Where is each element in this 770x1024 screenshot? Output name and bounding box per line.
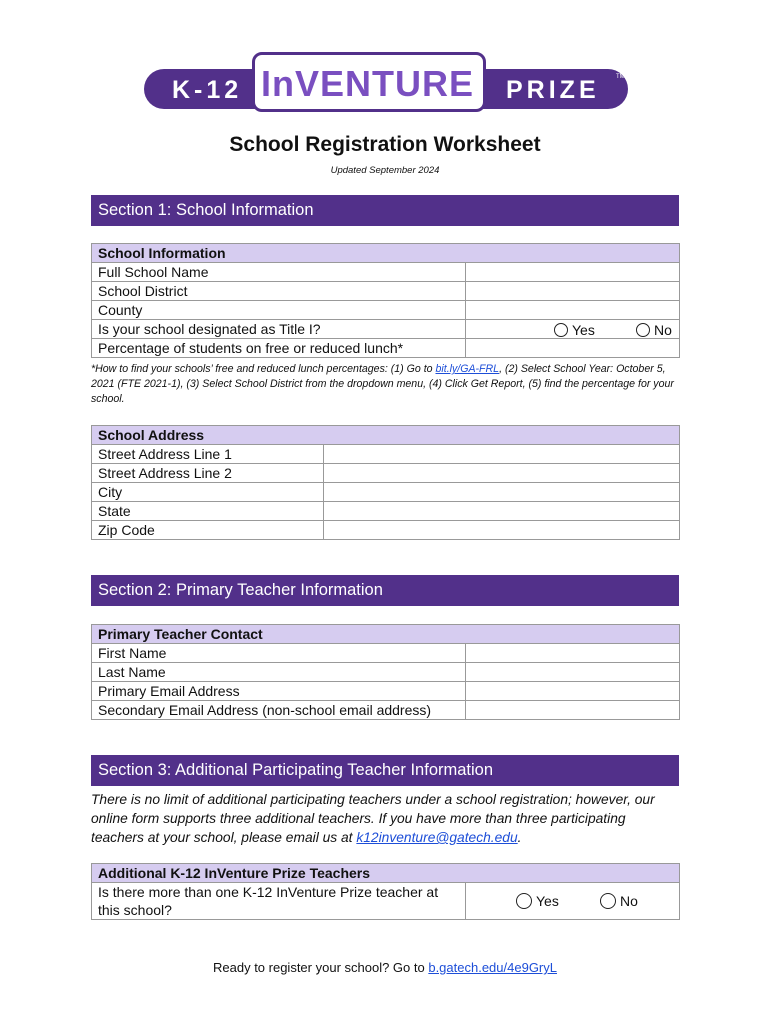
field-label: County (92, 301, 466, 320)
multiple-teachers-no-option[interactable]: No (600, 892, 638, 910)
footer-registration-line: Ready to register your school? Go to b.gatech.edu/4e9GryL (213, 960, 557, 975)
multiple-teachers-yes-cell (466, 883, 573, 920)
title-i-yes-option[interactable]: Yes (554, 321, 595, 339)
full-school-name-input[interactable] (466, 263, 680, 282)
county-input[interactable] (466, 301, 680, 320)
logo-trademark: TM (616, 74, 625, 80)
field-label: Street Address Line 2 (92, 464, 324, 483)
primary-email-input[interactable] (466, 682, 680, 701)
zip-code-input[interactable] (324, 521, 680, 540)
updated-date: Updated September 2024 (330, 165, 440, 176)
page-title: School Registration Worksheet (229, 133, 541, 156)
frl-instructions-note: *How to find your schools’ free and reduced lunch percentages: (1) Go to bit.ly/GA-FRL, (2) Select School Year: October 5, 2021 (FTE 2021-1), (3) Select School District from the dropdown menu, (4) Click Get Report, (5) find the percentage for your school. (91, 363, 674, 405)
title-i-options (466, 320, 680, 339)
section-1-header: Section 1: School Information (91, 195, 679, 226)
last-name-input[interactable] (466, 663, 680, 682)
logo-inventure-wordmark (252, 52, 486, 112)
field-label: Street Address Line 1 (92, 445, 324, 464)
multiple-teachers-yes-option[interactable]: Yes (516, 892, 559, 910)
radio-icon[interactable] (636, 323, 650, 337)
additional-teachers-table (91, 863, 680, 920)
table-title: School Address (92, 426, 680, 445)
radio-icon[interactable] (554, 323, 568, 337)
additional-teachers-paragraph: There is no limit of additional participating teachers under a school registration; however, our online form supports three additional teachers. If you have more than three participating teachers at your school, please email us at k12inventure@gatech.edu. (91, 792, 655, 845)
state-input[interactable] (324, 502, 680, 521)
logo-k12-text: K-12 (172, 76, 243, 104)
title-i-no-option[interactable]: No (636, 321, 672, 339)
field-label: Last Name (92, 663, 466, 682)
secondary-email-input[interactable] (466, 701, 680, 720)
radio-icon[interactable] (600, 893, 616, 909)
field-label: School District (92, 282, 466, 301)
logo-inventure-text: InVENTURE (261, 63, 475, 104)
section-2-header: Section 2: Primary Teacher Information (91, 575, 679, 606)
street-address-1-input[interactable] (324, 445, 680, 464)
field-label: Secondary Email Address (non-school email address) (92, 701, 466, 720)
field-label: State (92, 502, 324, 521)
field-label: Is there more than one K-12 InVenture Prize teacher at this school? (92, 883, 466, 920)
school-district-input[interactable] (466, 282, 680, 301)
contact-email-link[interactable]: k12inventure@gatech.edu (356, 830, 518, 845)
logo-prize-text: PRIZE (506, 76, 600, 104)
field-label: City (92, 483, 324, 502)
logo (144, 46, 628, 112)
table-title: Additional K-12 InVenture Prize Teachers (92, 864, 680, 883)
first-name-input[interactable] (466, 644, 680, 663)
field-label: Zip Code (92, 521, 324, 540)
street-address-2-input[interactable] (324, 464, 680, 483)
field-label: Full School Name (92, 263, 466, 282)
field-label: Is your school designated as Title I? (92, 320, 466, 339)
section-3-header: Section 3: Additional Participating Teacher Information (91, 755, 679, 786)
city-input[interactable] (324, 483, 680, 502)
table-title: Primary Teacher Contact (92, 625, 680, 644)
radio-icon[interactable] (516, 893, 532, 909)
table-title: School Information (92, 244, 680, 263)
field-label: First Name (92, 644, 466, 663)
frl-link[interactable]: bit.ly/GA-FRL (435, 363, 500, 375)
field-label: Primary Email Address (92, 682, 466, 701)
school-information-table (91, 243, 680, 358)
field-label: Percentage of students on free or reduced lunch* (92, 339, 466, 358)
primary-teacher-table (91, 624, 680, 720)
registration-link[interactable]: b.gatech.edu/4e9GryL (428, 960, 557, 975)
free-reduced-lunch-input[interactable] (466, 339, 680, 358)
school-address-table (91, 425, 680, 540)
multiple-teachers-no-cell (572, 883, 680, 920)
